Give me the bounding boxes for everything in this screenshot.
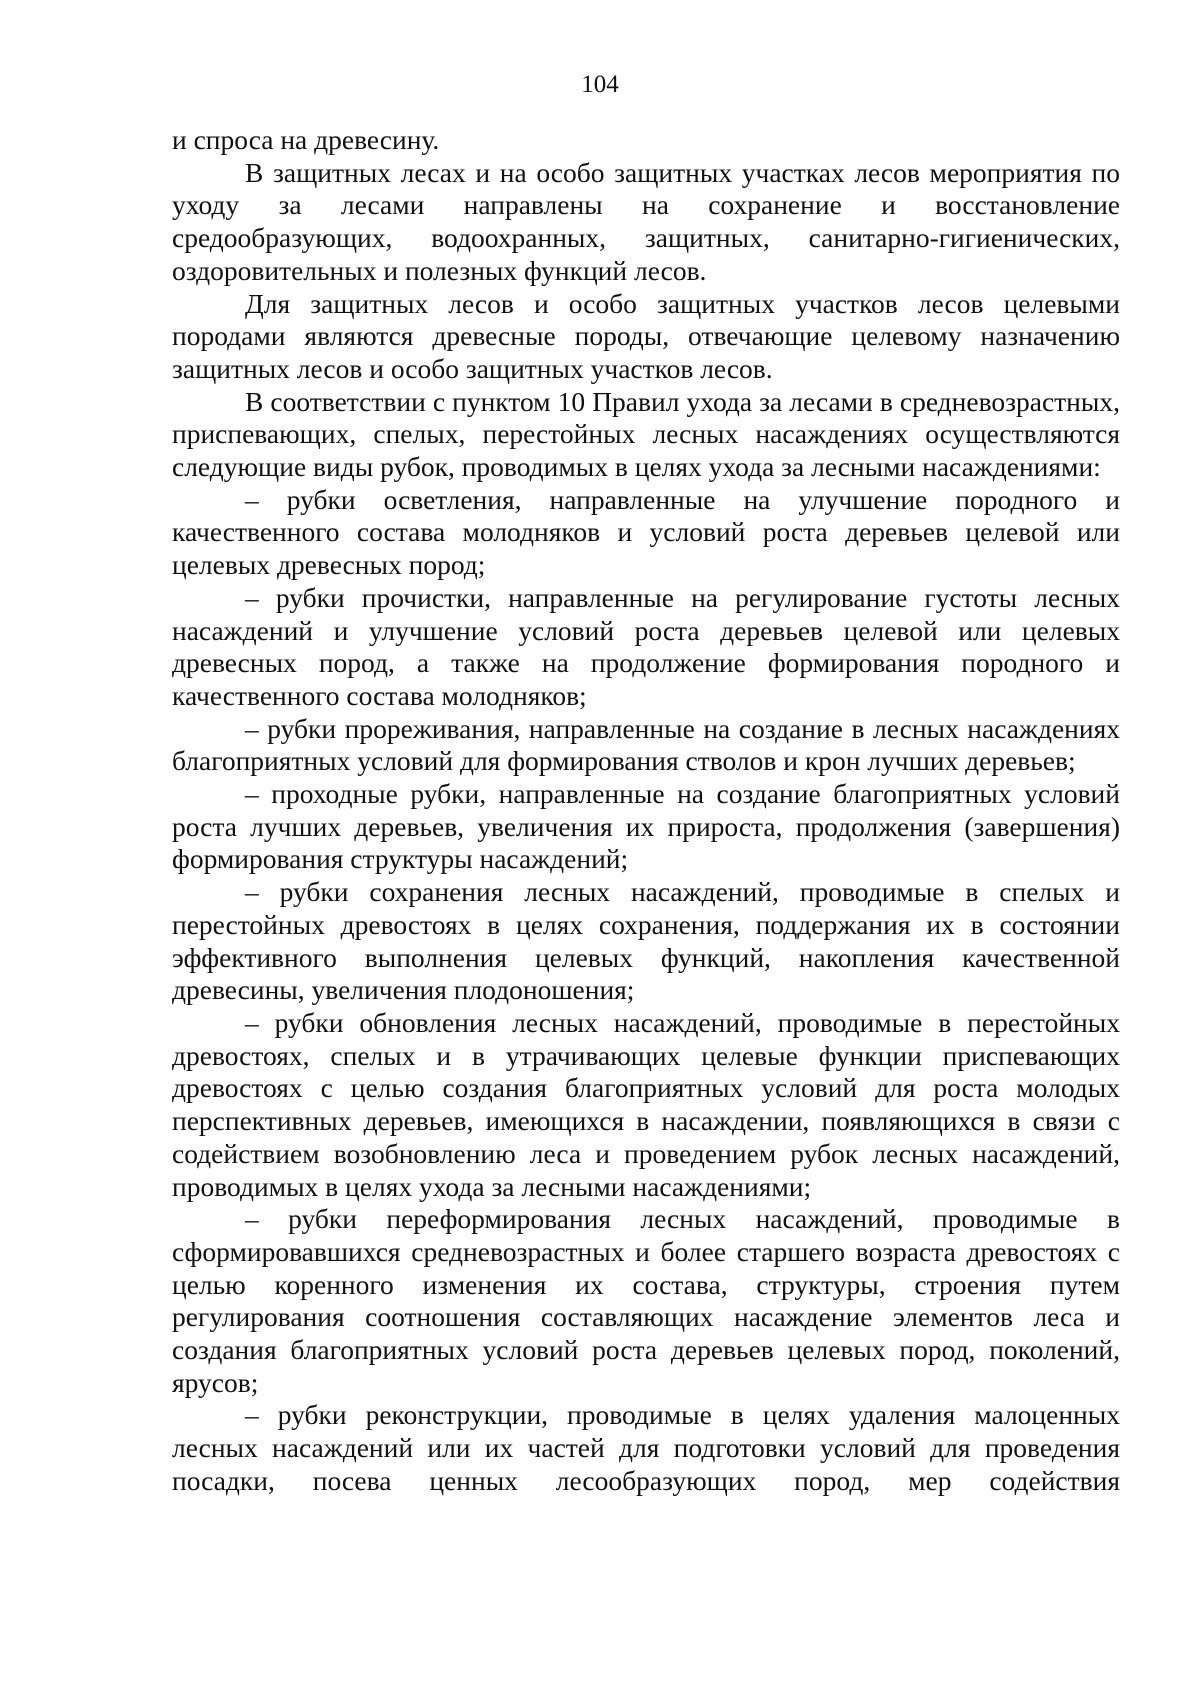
list-item: – рубки реконструкции, проводимые в целях удаления малоценных лесных насаждений или их частей для подготовки условий для проведения посадки, посева ценных лесообразующих пород, мер содействия xyxy=(172,1399,1120,1496)
list-item: – рубки прочистки, направленные на регулирование густоты лесных насаждений и улучшение условий роста деревьев целевой или целевых древесных пород, а также на продолжение формирования породного и качественного состава молодняков; xyxy=(172,581,1120,711)
page-number: 104 xyxy=(581,71,619,98)
paragraph: и спроса на древесину. xyxy=(172,124,440,155)
document-body xyxy=(172,124,1120,1498)
paragraph: Для защитных лесов и особо защитных участков лесов целевыми породами являются древесные породы, отвечающие целевому назначению защитных лесов и особо защитных участков лесов. xyxy=(172,287,1120,384)
paragraph: В защитных лесах и на особо защитных участках лесов мероприятия по уходу за лесами направлены на сохранение и восстановление средообразующих, водоохранных, защитных, санитарно-гигиенических, оздоровительных и полезных функций лесов. xyxy=(172,156,1120,286)
list-item: – рубки переформирования лесных насаждений, проводимые в сформировавшихся средневозрастных и более старшего возраста древостоях с целью коренного изменения их состава, структуры, строения путем регулирования соотношения составляющих насаждение элементов леса и создания благоприятных условий роста деревьев целевых пород, поколений, ярусов; xyxy=(172,1203,1120,1398)
list-item: – рубки обновления лесных насаждений, проводимые в перестойных древостоях, спелых и в утрачивающих целевые функции приспевающих древостоях с целью создания благоприятных условий для роста молодых перспективных деревьев, имеющихся в насаждении, появляющихся в связи с содействием возобновлению леса и проведением рубок лесных насаждений, проводимых в целях ухода за лесными насаждениями; xyxy=(172,1006,1120,1202)
list-item: – рубки сохранения лесных насаждений, проводимые в спелых и перестойных древостоях в целях сохранения, поддержания их в состоянии эффективного выполнения целевых функций, накопления качественной древесины, увеличения плодоношения; xyxy=(172,876,1120,1006)
list-item: – проходные рубки, направленные на создание благоприятных условий роста лучших деревьев, увеличения их прироста, продолжения (завершения) формирования структуры насаждений; xyxy=(172,778,1120,875)
list-item: – рубки прореживания, направленные на создание в лесных насаждениях благоприятных условий для формирования стволов и крон лучших деревьев; xyxy=(172,712,1120,777)
paragraph: В соответствии с пунктом 10 Правил ухода за лесами в средневозрастных, приспевающих, спелых, перестойных лесных насаждениях осуществляются следующие виды рубок, проводимых в целях ухода за лесными насаждениями: xyxy=(172,385,1120,483)
list-item: – рубки осветления, направленные на улучшение породного и качественного состава молодняков и условий роста деревьев целевой или целевых древесных пород; xyxy=(172,483,1120,581)
